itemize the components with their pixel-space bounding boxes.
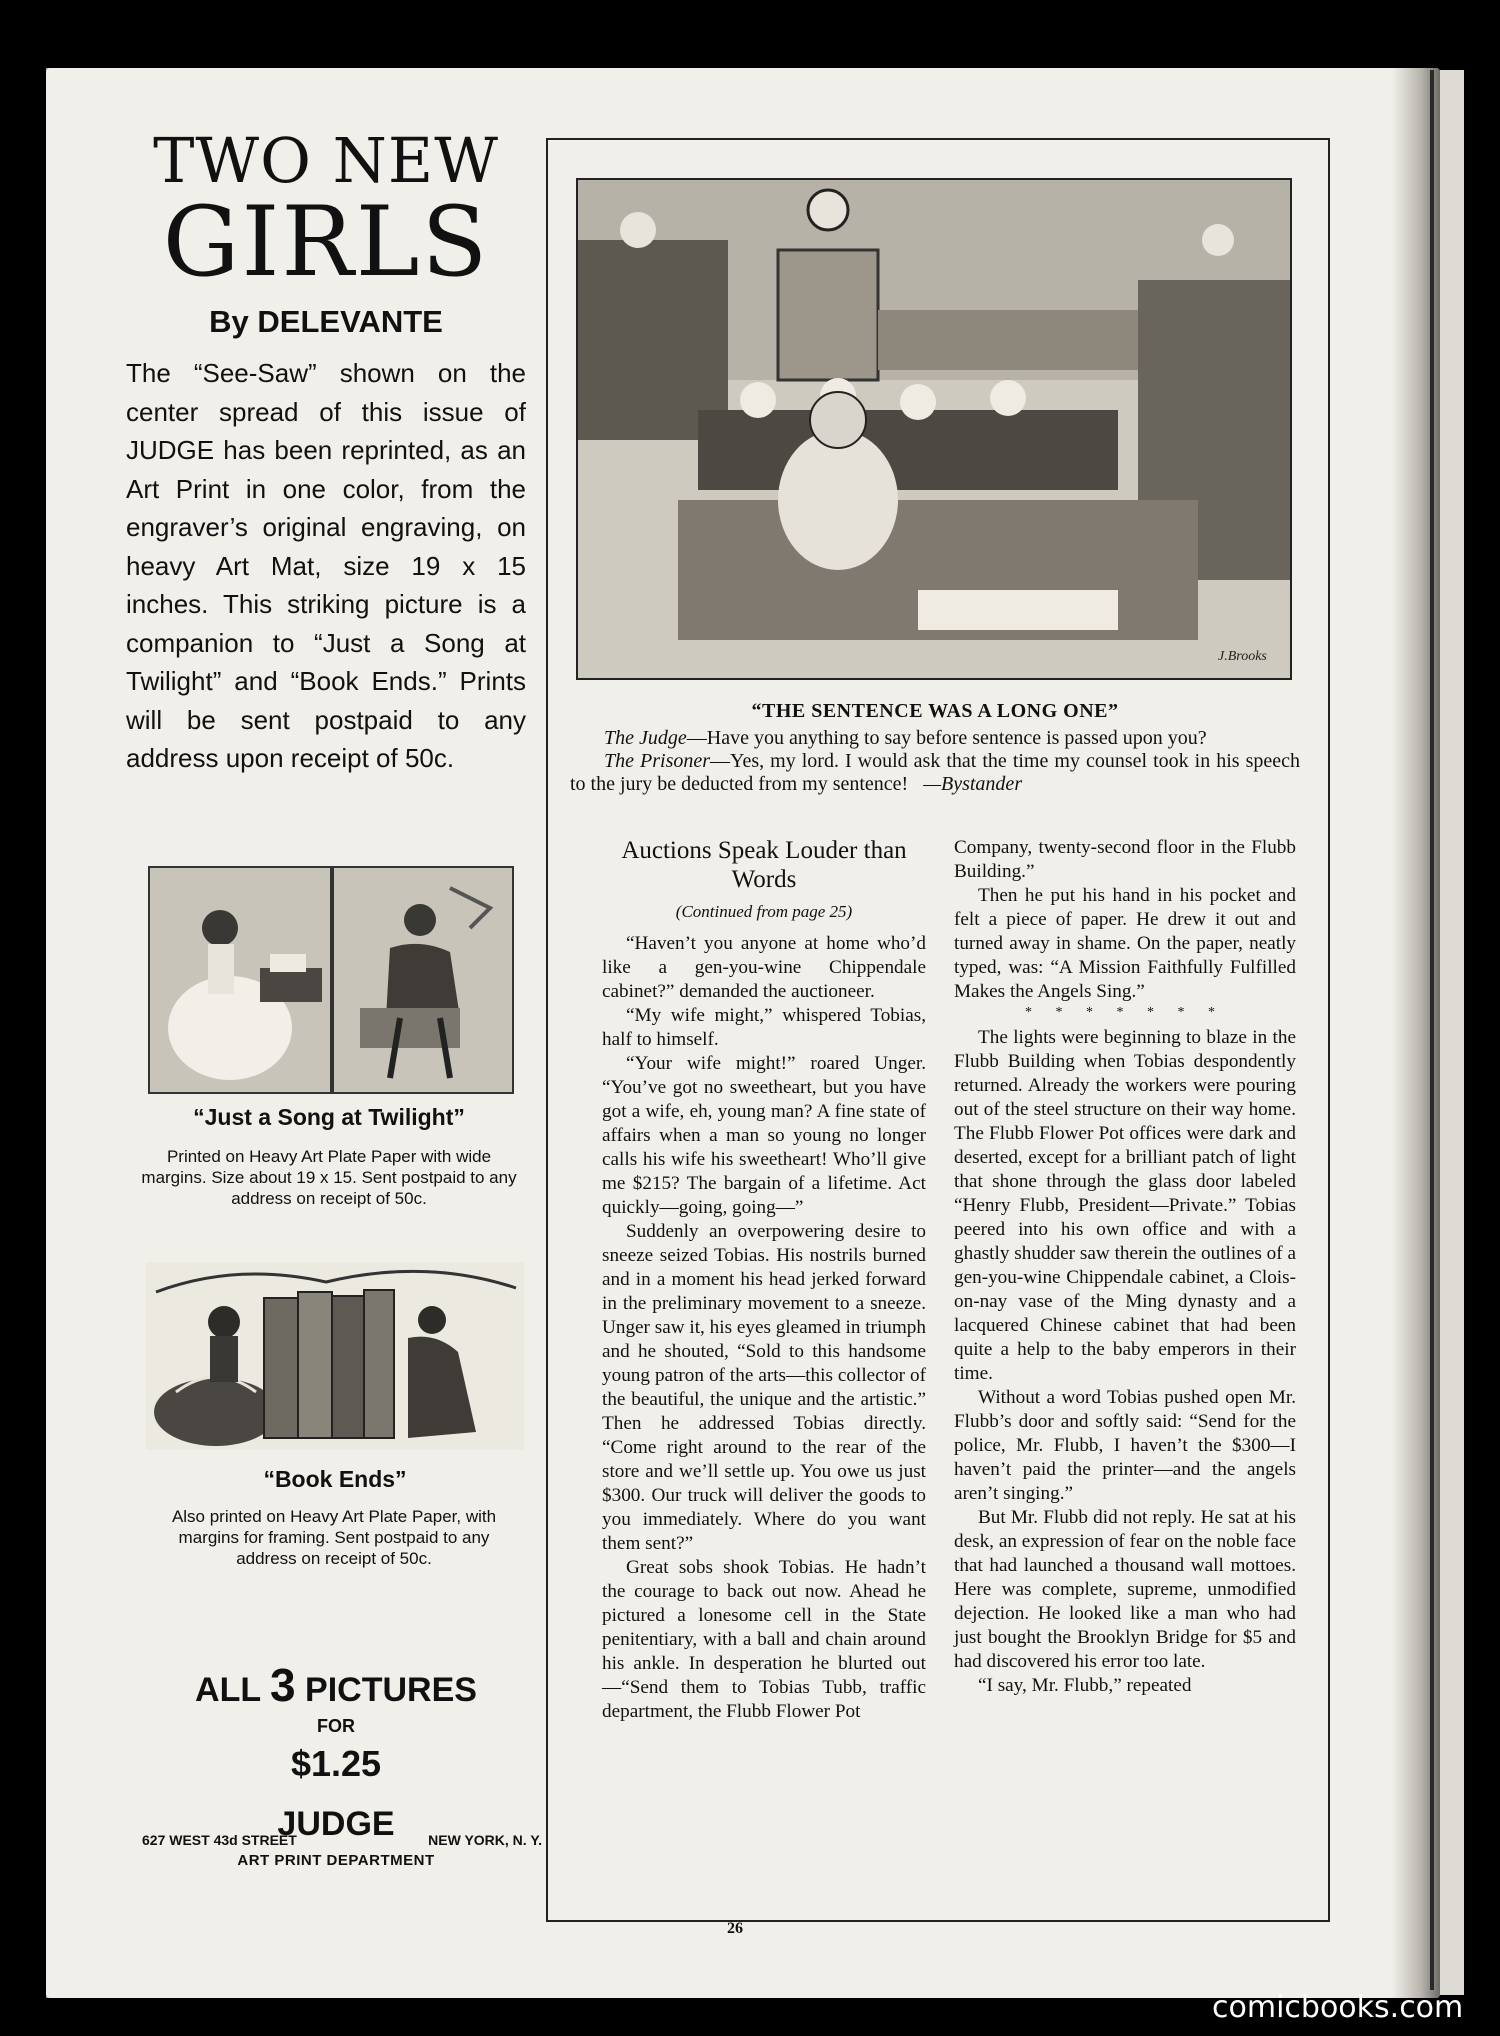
paragraph: “Haven’t you anyone at home who’d like a gen-you-wine Chippendale cabinet?” demanded the auctioneer.: [602, 933, 926, 1002]
paragraph: “I say, Mr. Flubb,” repeated: [978, 1675, 1192, 1696]
twilight-print-title: “Just a Song at Twilight”: [193, 1104, 465, 1130]
ad-body-text: The “See-Saw” shown on the center spread of this issue of JUDGE has been reprinted, as an Art Print in one color, from the engraver’s original engraving, on heavy Art Mat, size 19 x 15 inches. This striking picture is a companion to “Just a Song at Twilight” and “Book Ends.” Prints will be sent postpaid to any address upon receipt of 50c.: [126, 358, 526, 773]
cartoon-title: “THE SENTENCE WAS A LONG ONE”: [751, 700, 1119, 722]
article-headline: Auctions Speak Louder than Words: [621, 837, 907, 893]
prisoner-line: —Yes, my lord. I would ask that the time my counsel took in his speech to the jury be deducted from my sentence!: [570, 750, 1301, 795]
courtroom-cartoon: [576, 178, 1292, 680]
cartoon-caption: [570, 700, 1300, 796]
offer-pictures: PICTURES: [305, 1671, 477, 1709]
ad-title: [126, 124, 526, 298]
judge-quote: [570, 727, 1300, 750]
judge-line: —Have you anything to say before sentence is passed upon you?: [686, 727, 1207, 749]
section-break-stars: * * * * * * *: [1025, 1005, 1225, 1020]
ad-title-line1: TWO NEW: [153, 124, 499, 197]
prisoner-quote: [570, 750, 1300, 796]
paragraph: Then he put his hand in his pocket and felt a piece of paper. He drew it out and turned away in shame. On the paper, neatly typed, was: “A Mission Faithfully Fulfilled Makes the Angels Sing.”: [954, 885, 1296, 1002]
article-column-2: [954, 836, 1296, 1698]
address-city: NEW YORK, N. Y.: [428, 1832, 542, 1848]
paragraph: But Mr. Flubb did not reply. He sat at his desk, an expression of fear on the noble face that had launched a thousand wall mottoes. Here was complete, supreme, unmodified dejection. He looked like a man who had just bought the Brooklyn Bridge for $5 and had discovered his error too late.: [954, 1507, 1296, 1672]
offer-headline: [126, 1658, 546, 1712]
binding-line: [1430, 70, 1434, 1990]
courtroom-drawing: [578, 180, 1290, 678]
paragraph: Suddenly an overpowering desire to sneeze seized Tobias. His nostrils burned and in a moment his head jerked forward in the preliminary movement to a sneeze. Unger saw it, his eyes gleamed in triumph and he shouted, “Sold to this handsome young patron of the arts—this collector of the beautiful, the unique and the artistic.” Then he addressed Tobias directly. “Come right around to the rear of the store and we’ll settle up. You owe us just $300. Our truck will deliver the goods to you immediately. Where do you want them sent?”: [602, 1221, 926, 1554]
ad-byline: By DELEVANTE: [209, 304, 443, 339]
paragraph: Company, twenty-second floor in the Flubb Building.”: [954, 837, 1296, 882]
offer-address: [142, 1832, 542, 1848]
twilight-print-description: Printed on Heavy Art Plate Paper with wide margins. Size about 19 x 15. Sent postpaid to any address on receipt of 50c.: [141, 1147, 517, 1208]
continued-note: (Continued from page 25): [675, 902, 853, 921]
ad-title-line2: GIRLS: [162, 186, 490, 298]
offer-all: ALL: [195, 1671, 261, 1709]
offer-department: ART PRINT DEPARTMENT: [237, 1852, 435, 1869]
offer-price: $1.25: [290, 1743, 382, 1784]
article-column-1: [602, 836, 926, 1724]
paragraph: The lights were beginning to blaze in the Flubb Building when Tobias despondently returned. Already the workers were pouring out of the steel structure on their way home. The Flubb Flower Pot offices were dark and deserted, except for a brilliant patch of light that shone through the glass door labeled “Henry Flubb, President—Private.” Tobias peered into his own office and with a ghastly shudder saw therein the outlines of a gen-you-wine Chippendale cabinet, a Clois-on-nay vase of the Ming dynasty and a lacquered Chinese cabinet that had been quite a help to the baby emperors in their time.: [954, 1027, 1296, 1384]
art-print-ad: [126, 124, 526, 778]
svg-text:J.Brooks: J.Brooks: [1218, 649, 1267, 664]
offer-three: 3: [269, 1659, 296, 1711]
book-ends-print-title: “Book Ends”: [263, 1466, 407, 1492]
facing-page-strip: [1440, 70, 1464, 1995]
paragraph: “My wife might,” whispered Tobias, half to himself.: [602, 1005, 926, 1050]
paragraph: “Your wife might!” roared Unger. “You’ve got no sweetheart, but you have got a wife, eh, young man? A fine state of affairs when a man so young no longer calls his wife his sweetheart! Who’ll give me $215? The bargain of a lifetime. Act quickly—going, going—”: [602, 1053, 926, 1218]
twilight-print-illustration: [148, 866, 514, 1094]
prisoner-label: The Prisoner: [604, 750, 711, 772]
cartoon-credit: —Bystander: [923, 773, 1023, 795]
site-watermark: comicbooks.com: [1212, 1990, 1464, 2025]
twilight-print-drawing: [150, 868, 512, 1092]
book-ends-print-drawing: [146, 1262, 524, 1450]
book-ends-print-description: Also printed on Heavy Art Plate Paper, with margins for framing. Sent postpaid to any address on receipt of 50c.: [171, 1507, 497, 1568]
page-number: 26: [727, 1920, 743, 1937]
paragraph: Great sobs shook Tobias. He hadn’t the courage to back out now. Ahead he pictured a lonesome cell in the State penitentiary, with a ball and chain around his ankle. In desperation he blurted out—“Send them to Tobias Tubb, traffic department, the Flubb Flower Pot: [602, 1557, 926, 1722]
book-ends-print-illustration: [146, 1262, 524, 1450]
judge-label: The Judge: [604, 727, 687, 749]
offer-for: FOR: [317, 1716, 355, 1736]
offer-publisher: JUDGE: [277, 1805, 395, 1843]
address-street: 627 WEST 43d STREET: [142, 1832, 297, 1848]
paragraph: Without a word Tobias pushed open Mr. Flubb’s door and softly said: “Send for the police, Mr. Flubb, I haven’t the $300—I haven’t paid the printer—and the angels aren’t singing.”: [954, 1387, 1296, 1504]
